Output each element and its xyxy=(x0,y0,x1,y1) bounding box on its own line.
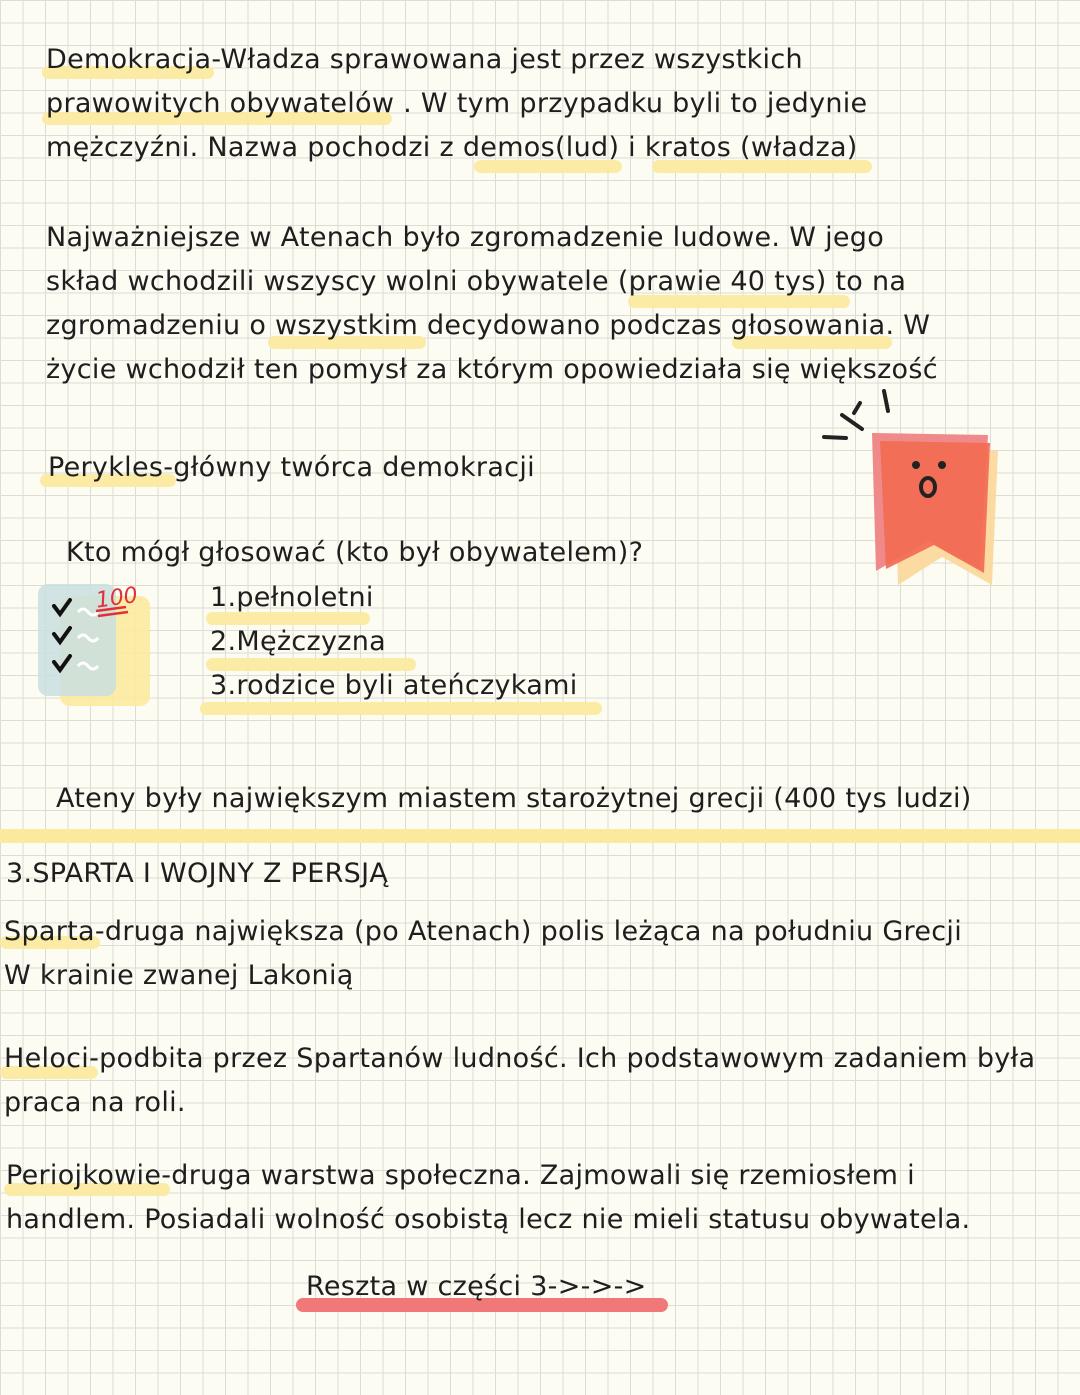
surprised-bookmark-sticker-icon xyxy=(820,385,1010,600)
assembly-line-3: zgromadzeniu o wszystkim decydowano podczas głosowania. W xyxy=(46,310,931,341)
voting-item-2: 2.Mężczyzna xyxy=(210,626,386,657)
pericles-line: Perykles-główny twórca demokracji xyxy=(48,452,535,483)
democracy-line-3: mężczyźni. Nazwa pochodzi z demos(lud) i kratos (władza) xyxy=(46,132,858,163)
democracy-line-1: Demokracja-Władza sprawowana jest przez wszystkich xyxy=(46,44,803,75)
voting-item-1: 1.pełnoletni xyxy=(210,582,374,613)
voting-item-3: 3.rodzice byli ateńczykami xyxy=(210,670,578,701)
checklist-icon xyxy=(38,580,153,710)
sticker-eye xyxy=(938,461,946,469)
footer-continue: Reszta w części 3->->-> xyxy=(306,1271,647,1302)
athens-fact: Ateny były największym miastem starożytnej grecji (400 tys ludzi) xyxy=(56,783,972,814)
sparta-line-1: Sparta-druga największa (po Atenach) polis leżąca na południu Grecji xyxy=(4,916,963,947)
helots-line-2: praca na roli. xyxy=(4,1087,186,1118)
sticker-spark-line xyxy=(854,403,860,413)
perioeci-line-2: handlem. Posiadali wolność osobistą lecz nie mieli statusu obywatela. xyxy=(6,1204,971,1235)
perioeci-line-1: Periojkowie-druga warstwa społeczna. Zajmowali się rzemiosłem i xyxy=(6,1160,915,1191)
sticker-spark-line xyxy=(824,437,846,438)
sticker-eye xyxy=(912,461,920,469)
section-heading: 3.SPARTA I WOJNY Z PERSJĄ xyxy=(6,858,389,889)
voting-question: Kto mógł głosować (kto był obywatelem)? xyxy=(66,537,644,568)
helots-line-1: Heloci-podbita przez Spartanów ludność. Ich podstawowym zadaniem była xyxy=(4,1043,1036,1074)
checklist-100-text: 100 xyxy=(94,582,140,614)
sticker-spark-line xyxy=(842,415,862,429)
section-divider xyxy=(0,829,1080,843)
democracy-line-2: prawowitych obywatelów . W tym przypadku byli to jedynie xyxy=(46,88,868,119)
sticker-spark-line xyxy=(884,391,888,411)
assembly-line-2: skład wchodzili wszyscy wolni obywatele (prawie 40 tys) to na xyxy=(46,266,907,297)
sparta-line-2: W krainie zwanej Lakonią xyxy=(4,960,354,991)
assembly-line-1: Najważniejsze w Atenach było zgromadzenie ludowe. W jego xyxy=(46,222,885,253)
assembly-line-4: życie wchodził ten pomysł za którym opowiedziała się większość xyxy=(46,354,938,385)
